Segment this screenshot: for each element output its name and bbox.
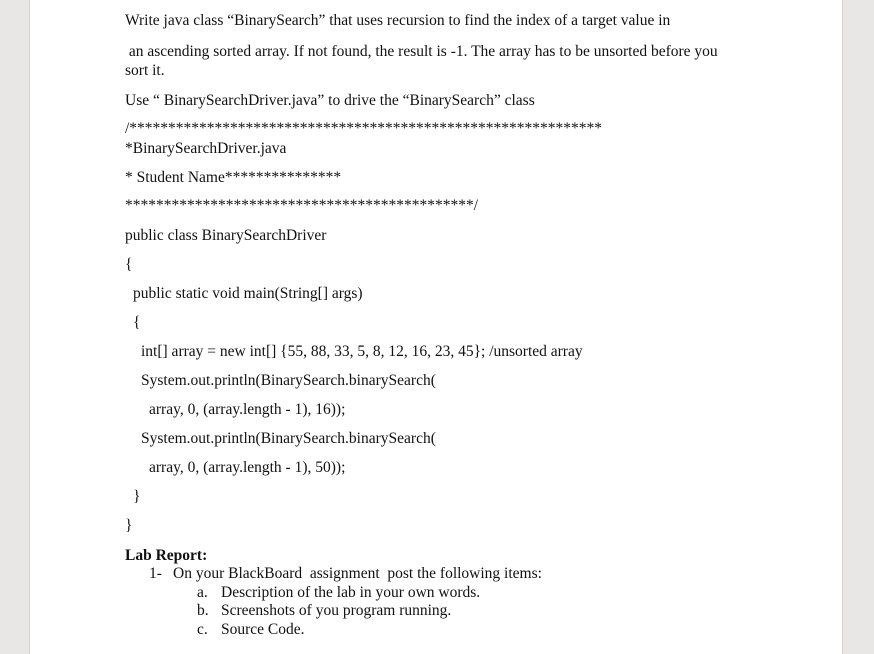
subitem-text: Source Code. — [221, 621, 305, 638]
lab-report-item-number: 1- — [149, 565, 162, 582]
code-comment-open: /************************************************************* — [125, 120, 603, 137]
code-class-declaration: public class BinarySearchDriver — [125, 227, 327, 244]
code-main-declaration: public static void main(String[] args) — [133, 285, 363, 302]
subitem-text: Description of the lab in your own words. — [221, 584, 481, 601]
subitem-marker: a. — [197, 584, 208, 601]
subitem-marker: c. — [197, 621, 208, 638]
code-args-2: array, 0, (array.length - 1), 50)); — [149, 459, 346, 476]
intro-line-1: Write java class “BinarySearch” that uses recursion to find the index of a target value in — [125, 12, 671, 29]
code-class-brace-close: } — [125, 517, 133, 534]
use-driver-line: Use “ BinarySearchDriver.java” to drive the “BinarySearch” class — [125, 92, 535, 109]
code-comment-student: * Student Name*************** — [125, 169, 342, 186]
code-comment-close: *********************************************/ — [125, 197, 479, 214]
lab-report-item-text: On your BlackBoard assignment post the following items: — [173, 565, 542, 582]
code-args-1: array, 0, (array.length - 1), 16)); — [149, 401, 346, 418]
subitem-marker: b. — [197, 602, 209, 619]
code-main-brace-close: } — [133, 488, 141, 505]
code-comment-file: *BinarySearchDriver.java — [125, 140, 287, 157]
subitem-text: Screenshots of you program running. — [221, 602, 452, 619]
document-page — [29, 0, 843, 654]
code-main-brace-open: { — [133, 314, 141, 331]
code-array-declaration: int[] array = new int[] {55, 88, 33, 5, 8, 12, 16, 23, 45}; /unsorted array — [141, 343, 583, 360]
code-println-2: System.out.println(BinarySearch.binarySearch( — [141, 430, 436, 447]
intro-line-3: sort it. — [125, 62, 165, 79]
code-class-brace-open: { — [125, 256, 133, 273]
lab-report-heading: Lab Report: — [125, 547, 208, 564]
intro-line-2: an ascending sorted array. If not found, the result is -1. The array has to be unsorted before you — [125, 43, 718, 60]
code-println-1: System.out.println(BinarySearch.binarySearch( — [141, 372, 436, 389]
